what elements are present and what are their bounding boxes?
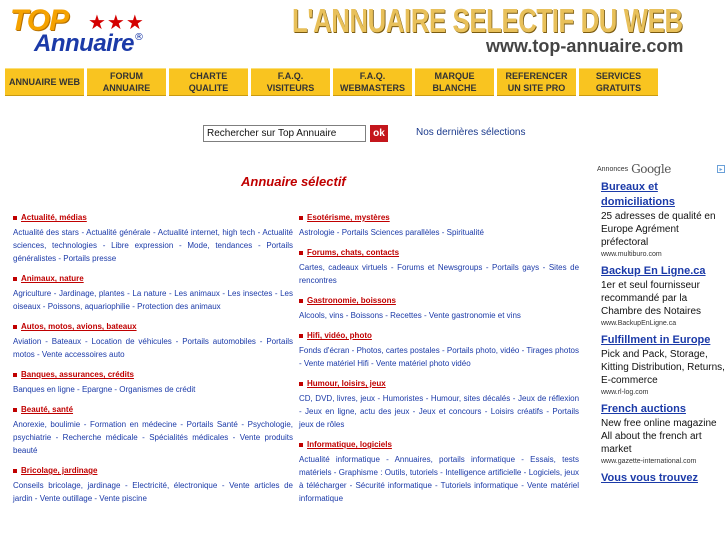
category-esoterisme-mysteres	[299, 213, 579, 239]
category-link[interactable]: Animaux, nature	[21, 274, 84, 283]
separator: -	[510, 394, 518, 403]
latest-selections-link[interactable]: Nos dernières sélections	[416, 127, 526, 138]
subcategory-link[interactable]: Les oiseaux	[13, 289, 293, 311]
separator: -	[409, 407, 419, 416]
category-link[interactable]: Hifi, vidéo, photo	[307, 331, 372, 340]
category-heading	[13, 322, 293, 331]
subcategory-link[interactable]: Mode, tendances	[187, 241, 253, 250]
subcategory-link[interactable]: Jeux en ligne, actu des jeux	[305, 407, 410, 416]
category-link[interactable]: Informatique, logiciels	[307, 440, 392, 449]
subcategory-link[interactable]: Poissons, aquariophilie	[47, 302, 130, 311]
subcategory-link[interactable]: Electricité, électronique	[132, 481, 218, 490]
search-bar	[203, 125, 643, 145]
subcategory-link[interactable]: Sites de rencontres	[299, 263, 580, 285]
categories-left	[13, 213, 293, 514]
nav-marque-blanche[interactable]: MARQUE BLANCHE	[415, 68, 494, 96]
subcategory-list	[299, 392, 579, 431]
subcategory-link[interactable]: Conseils bricolage, jardinage	[13, 481, 121, 490]
ad-text: 25 adresses de qualité en Europe Agrément préfectoral	[601, 211, 716, 248]
category-link[interactable]: Forums, chats, contacts	[307, 248, 400, 257]
category-link[interactable]: Esotérisme, mystères	[307, 213, 390, 222]
category-heading	[13, 213, 293, 222]
subcategory-link[interactable]: Agriculture	[13, 289, 52, 298]
separator: -	[346, 481, 356, 490]
separator: -	[74, 385, 82, 394]
ad-text: 1er et seul fournisseur recommandé par la Chambre des Notaires	[601, 280, 702, 317]
subcategory-link[interactable]: Psychologie, psychiatrie	[13, 420, 294, 442]
bullet-icon	[299, 334, 303, 338]
separator: -	[383, 311, 391, 320]
subcategory-list	[13, 383, 293, 396]
category-heading	[13, 370, 293, 379]
ads-header	[597, 160, 727, 178]
subcategory-link[interactable]: Protection des animaux	[137, 302, 221, 311]
category-heading	[299, 248, 579, 257]
registered-icon: ®	[134, 32, 144, 43]
subcategory-link[interactable]: CD, DVD, livres, jeux	[299, 394, 376, 403]
subcategory-link[interactable]: Recherche médicale	[62, 433, 138, 442]
main-nav	[5, 68, 660, 96]
subcategory-link[interactable]: Vente piscine	[99, 494, 147, 503]
subcategory-link[interactable]: Anorexie, boulimie	[13, 420, 81, 429]
separator: -	[423, 394, 431, 403]
subcategory-link[interactable]: Portails Santé	[186, 420, 238, 429]
separator: -	[34, 350, 42, 359]
subcategory-link[interactable]: Vente accessoires auto	[41, 350, 125, 359]
subcategory-link[interactable]: Vente articles de jardin	[13, 481, 294, 503]
subcategory-link[interactable]: Epargne	[81, 385, 113, 394]
ad-item	[601, 264, 727, 327]
separator: -	[81, 337, 92, 346]
nav-charte-qualite[interactable]: CHARTE QUALITE	[169, 68, 248, 96]
separator: -	[51, 289, 59, 298]
separator: -	[482, 263, 493, 272]
category-hifi-video-photo	[299, 331, 579, 370]
ad-title-link[interactable]: Fulfillment in Europe	[601, 334, 711, 346]
separator: -	[331, 468, 339, 477]
subcategory-link[interactable]: Loisirs créatifs	[490, 407, 543, 416]
subcategory-link[interactable]: Actualité internet, high tech	[157, 228, 256, 237]
category-humour-loisirs-jeux	[299, 379, 579, 431]
subcategory-link[interactable]: Jardinage, plantes	[58, 289, 125, 298]
category-bricolage-jardinage	[13, 466, 293, 505]
subcategory-list	[299, 309, 579, 322]
category-heading	[299, 379, 579, 388]
separator: -	[437, 468, 446, 477]
subcategory-link[interactable]: Logiciels, jeux à télécharger	[299, 468, 580, 490]
subcategory-link[interactable]: Astrologie	[299, 228, 335, 237]
separator: -	[431, 481, 441, 490]
separator: -	[32, 494, 40, 503]
separator: -	[272, 289, 281, 298]
bullet-icon	[13, 408, 17, 412]
subcategory-link[interactable]: Boissons	[350, 311, 384, 320]
logo-top-text: TOP	[10, 4, 69, 37]
ad-title-link[interactable]: Bureaux et domiciliations	[601, 181, 675, 208]
categories-right	[299, 213, 579, 514]
category-heading	[299, 213, 579, 222]
separator: -	[439, 228, 447, 237]
ads-label: Annonces	[597, 165, 629, 173]
ad-title-link[interactable]: Backup En Ligne.ca	[601, 265, 706, 277]
subcategory-list	[299, 261, 579, 287]
subcategory-list	[13, 479, 293, 505]
separator: -	[343, 311, 351, 320]
separator: -	[96, 241, 112, 250]
ad-url[interactable]: www.multiburo.com	[601, 251, 662, 258]
subcategory-list	[13, 287, 293, 313]
separator: -	[40, 302, 48, 311]
category-animaux-nature	[13, 274, 293, 313]
bullet-icon	[13, 325, 17, 329]
bullet-icon	[299, 216, 303, 220]
category-link[interactable]: Gastronomie, boissons	[307, 296, 396, 305]
separator: -	[252, 241, 267, 250]
separator: -	[129, 302, 138, 311]
subcategory-link[interactable]: Bateaux	[51, 337, 82, 346]
subcategory-link[interactable]: Formation en médecine	[90, 420, 177, 429]
subcategory-link[interactable]: Humour, sites décalés	[430, 394, 511, 403]
category-link[interactable]: Autos, motos, avions, bateaux	[21, 322, 137, 331]
subcategory-list	[299, 226, 579, 239]
subcategory-link[interactable]: Portails jeux de rôles	[299, 407, 580, 429]
separator: -	[237, 420, 248, 429]
subcategory-link[interactable]: Forums et Newsgroups	[397, 263, 483, 272]
subcategory-link[interactable]: La nature	[132, 289, 167, 298]
header	[0, 0, 727, 62]
separator: -	[112, 385, 120, 394]
page-title: Annuaire sélectif	[241, 174, 346, 189]
bullet-icon	[13, 373, 17, 377]
logo-annuaire-text: Annuaire	[34, 30, 135, 57]
separator: -	[539, 263, 549, 272]
google-ads	[597, 160, 727, 545]
separator: -	[171, 337, 183, 346]
separator: -	[481, 407, 491, 416]
separator: -	[173, 241, 188, 250]
separator: -	[368, 359, 376, 368]
separator: -	[124, 289, 133, 298]
separator: -	[56, 254, 64, 263]
subcategory-link[interactable]: Banques en ligne	[13, 385, 75, 394]
separator: -	[379, 455, 395, 464]
bullet-icon	[299, 299, 303, 303]
bullet-icon	[299, 443, 303, 447]
subcategory-link[interactable]: Humoristes	[382, 394, 424, 403]
separator: -	[92, 494, 100, 503]
category-heading	[299, 331, 579, 340]
subcategory-link[interactable]: Alcools, vins	[299, 311, 344, 320]
category-beaute-sante	[13, 405, 293, 457]
separator: -	[519, 346, 527, 355]
subcategory-link[interactable]: Portails presse	[63, 254, 117, 263]
subcategory-link[interactable]: Aviation	[13, 337, 42, 346]
subcategory-link[interactable]: Organismes de crédit	[119, 385, 196, 394]
subcategory-link[interactable]: Libre expression	[111, 241, 174, 250]
category-heading	[299, 440, 579, 449]
adchoices-icon[interactable]: ▸	[717, 165, 725, 173]
ad-url[interactable]: www.BackupEnLigne.ca	[601, 320, 677, 327]
subcategory-link[interactable]: Actualité informatique	[299, 455, 380, 464]
separator: -	[375, 394, 383, 403]
ad-item	[601, 333, 727, 396]
subcategory-link[interactable]: Vente produits beauté	[13, 433, 294, 455]
subcategory-link[interactable]: Vente outillage	[39, 494, 93, 503]
category-heading	[13, 405, 293, 414]
category-heading	[13, 466, 293, 475]
subcategory-link[interactable]: Portails gays	[492, 263, 540, 272]
ad-title-link[interactable]: Vous vous trouvez	[601, 472, 698, 484]
ads-list	[597, 180, 727, 486]
separator: -	[150, 228, 158, 237]
google-brand[interactable]: Google	[631, 162, 671, 176]
separator: -	[543, 407, 553, 416]
category-link[interactable]: Banques, assurances, crédits	[21, 370, 134, 379]
bullet-icon	[13, 277, 17, 281]
separator: -	[166, 289, 175, 298]
separator: -	[255, 228, 263, 237]
separator: -	[299, 359, 304, 368]
separator: -	[176, 420, 187, 429]
separator: -	[255, 337, 267, 346]
separator: -	[439, 346, 447, 355]
subcategory-link[interactable]: Intelligence artificielle	[445, 468, 522, 477]
category-link[interactable]: Bricolage, jardinage	[21, 466, 98, 475]
separator: -	[120, 481, 133, 490]
nav-referencer-site[interactable]: REFERENCER UN SITE PRO	[497, 68, 576, 96]
nav-faq-webmasters[interactable]: F.A.Q. WEBMASTERS	[333, 68, 412, 96]
category-banques-assurances-credits	[13, 370, 293, 396]
separator: -	[518, 481, 527, 490]
subcategory-link[interactable]: Les insectes	[227, 289, 273, 298]
separator: -	[349, 346, 357, 355]
separator: -	[41, 337, 52, 346]
separator: -	[78, 228, 87, 237]
category-forums-chats-contacts	[299, 248, 579, 287]
subcategory-link[interactable]: Jeux et concours	[418, 407, 482, 416]
ad-url[interactable]: www.gazette-international.com	[601, 458, 697, 465]
bullet-icon	[13, 469, 17, 473]
subcategory-link[interactable]: Portails motos	[13, 337, 294, 359]
subcategory-link[interactable]: Location de véhicules	[91, 337, 172, 346]
subcategory-link[interactable]: Actualité générale	[86, 228, 151, 237]
ad-text: New free online magazine All about the french art market	[601, 418, 717, 455]
category-heading	[13, 274, 293, 283]
subcategory-link[interactable]: Portails automobiles	[182, 337, 256, 346]
ad-item	[601, 402, 727, 465]
subcategory-link[interactable]: Vente matériel photo vidéo	[375, 359, 471, 368]
subcategory-link[interactable]: Portails photo, vidéo	[446, 346, 520, 355]
subcategory-list	[299, 453, 579, 505]
subcategory-link[interactable]: Les animaux	[174, 289, 220, 298]
banner-url: www.top-annuaire.com	[486, 36, 684, 56]
banner-title: L'ANNUAIRE SELECTIF DU WEB	[292, 2, 683, 39]
separator: -	[334, 228, 342, 237]
subcategory-list	[13, 418, 293, 457]
subcategory-link[interactable]: Fonds d'écran	[299, 346, 350, 355]
subcategory-link[interactable]: Actualité des stars	[13, 228, 79, 237]
separator: -	[219, 289, 228, 298]
ad-text: Pick and Pack, Storage, Kitting Distribution, Returns, E-commerce	[601, 349, 725, 386]
separator: -	[387, 263, 398, 272]
ad-url[interactable]: www.rl-log.com	[601, 389, 649, 396]
separator: -	[51, 433, 63, 442]
subcategory-link[interactable]: Jeux de réflexion	[517, 394, 580, 403]
bullet-icon	[299, 382, 303, 386]
subcategory-link[interactable]: Tirages photos	[526, 346, 580, 355]
logo-stars: ★★★	[88, 10, 145, 34]
subcategory-link[interactable]: Portails généralistes	[13, 241, 294, 263]
subcategory-link[interactable]: Vente matériel Hifi	[303, 359, 369, 368]
subcategory-link[interactable]: Annuaires, portails informatique	[394, 455, 516, 464]
subcategory-link[interactable]: Vente matériel informatique	[299, 481, 579, 503]
subcategory-link[interactable]: Spiritualité	[446, 228, 484, 237]
bullet-icon	[13, 216, 17, 220]
ad-item	[601, 180, 727, 258]
subcategory-link[interactable]: Actualité sciences, technologies	[13, 228, 293, 250]
bullet-icon	[299, 251, 303, 255]
subcategory-link[interactable]: Recettes	[390, 311, 422, 320]
nav-services-gratuits[interactable]: SERVICES GRATUITS	[579, 68, 658, 96]
subcategory-link[interactable]: Sécurité informatique	[355, 481, 432, 490]
separator: -	[80, 420, 91, 429]
separator: -	[228, 433, 240, 442]
ad-item	[601, 471, 727, 486]
separator: -	[299, 407, 306, 416]
subcategory-list	[13, 226, 293, 265]
search-ok-button[interactable]: ok	[370, 125, 388, 142]
subcategory-link[interactable]: Portails Sciences parallèles	[341, 228, 440, 237]
subcategory-link[interactable]: Tutoriels informatique	[440, 481, 519, 490]
search-input[interactable]	[203, 125, 366, 142]
category-gastronomie-boissons	[299, 296, 579, 322]
category-actualite-medias	[13, 213, 293, 265]
logo[interactable]	[8, 4, 148, 58]
subcategory-link[interactable]: Vente gastronomie et vins	[428, 311, 521, 320]
subcategory-link[interactable]: Graphisme : Outils, tutoriels	[338, 468, 438, 477]
nav-forum-annuaire[interactable]: FORUM ANNUAIRE	[87, 68, 166, 96]
subcategory-link[interactable]: Essais, tests matériels	[299, 455, 579, 477]
subcategory-link[interactable]: Cartes, cadeaux virtuels	[299, 263, 388, 272]
separator: -	[421, 311, 429, 320]
ad-title-link[interactable]: French auctions	[601, 403, 686, 415]
category-link[interactable]: Humour, loisirs, jeux	[307, 379, 386, 388]
category-heading	[299, 296, 579, 305]
subcategory-link[interactable]: Spécialités médicales	[149, 433, 229, 442]
separator: -	[521, 468, 529, 477]
nav-annuaire-web[interactable]: ANNUAIRE WEB	[5, 68, 84, 96]
subcategory-link[interactable]: Photos, cartes postales	[356, 346, 440, 355]
category-link[interactable]: Actualité, médias	[21, 213, 87, 222]
category-informatique-logiciels	[299, 440, 579, 505]
separator: -	[137, 433, 150, 442]
subcategory-list	[13, 335, 293, 361]
subcategory-list	[299, 344, 579, 370]
separator: -	[515, 455, 531, 464]
category-autos-motos-avions-bateaux	[13, 322, 293, 361]
separator: -	[217, 481, 230, 490]
nav-faq-visiteurs[interactable]: F.A.Q. VISITEURS	[251, 68, 330, 96]
category-link[interactable]: Beauté, santé	[21, 405, 74, 414]
